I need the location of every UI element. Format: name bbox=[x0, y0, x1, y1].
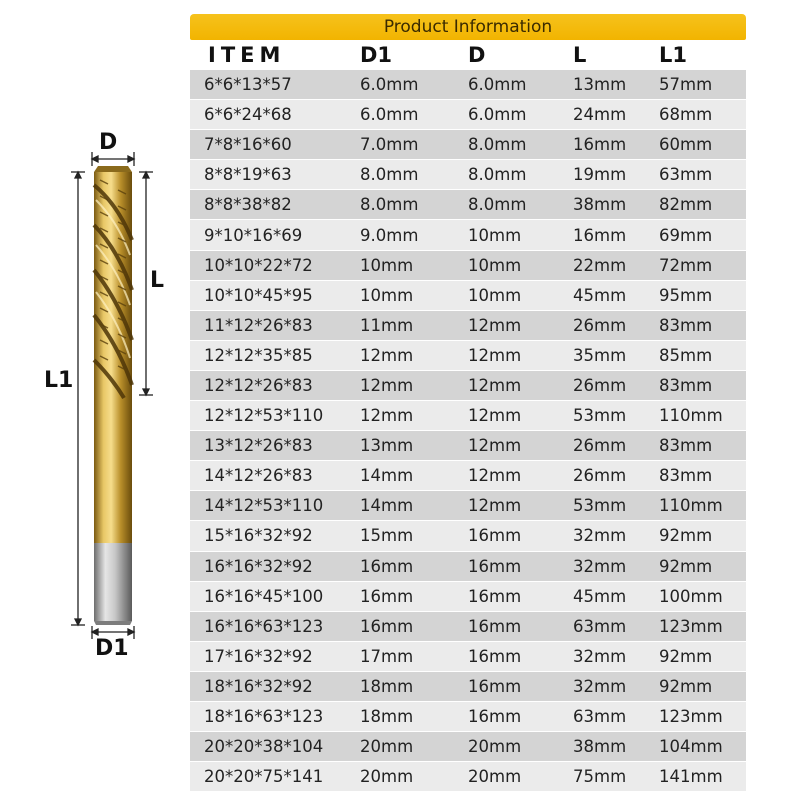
cell-item: 16*16*32*92 bbox=[204, 556, 313, 576]
cell-d: 16mm bbox=[468, 616, 522, 636]
cell-item: 6*6*13*57 bbox=[204, 75, 292, 95]
end-mill-illustration bbox=[0, 0, 190, 800]
cell-l: 32mm bbox=[573, 676, 627, 696]
cell-l: 75mm bbox=[573, 767, 627, 787]
cell-d1: 6.0mm bbox=[360, 75, 419, 95]
cell-l: 38mm bbox=[573, 737, 627, 757]
cell-d1: 14mm bbox=[360, 466, 414, 486]
cell-item: 15*16*32*92 bbox=[204, 526, 313, 546]
cell-l: 26mm bbox=[573, 436, 627, 456]
cell-l: 26mm bbox=[573, 466, 627, 486]
cell-d: 16mm bbox=[468, 586, 522, 606]
cell-item: 12*12*26*83 bbox=[204, 375, 313, 395]
cell-d1: 8.0mm bbox=[360, 165, 419, 185]
cell-l1: 83mm bbox=[659, 436, 713, 456]
cell-l1: 104mm bbox=[659, 737, 723, 757]
cell-d: 12mm bbox=[468, 375, 522, 395]
cell-item: 12*12*53*110 bbox=[204, 406, 324, 426]
cell-item: 10*10*45*95 bbox=[204, 285, 313, 305]
cell-d: 20mm bbox=[468, 737, 522, 757]
header-item: ITEM bbox=[208, 43, 286, 67]
cell-d1: 18mm bbox=[360, 707, 414, 727]
cell-l: 16mm bbox=[573, 135, 627, 155]
cell-l: 13mm bbox=[573, 75, 627, 95]
table-row bbox=[190, 130, 746, 160]
label-d1: D1 bbox=[95, 636, 129, 661]
cell-d1: 16mm bbox=[360, 586, 414, 606]
cell-d: 8.0mm bbox=[468, 135, 527, 155]
cell-d: 12mm bbox=[468, 315, 522, 335]
cell-l1: 123mm bbox=[659, 707, 723, 727]
table-row bbox=[190, 371, 746, 401]
table-row bbox=[190, 672, 746, 702]
cell-l1: 57mm bbox=[659, 75, 713, 95]
cell-l: 63mm bbox=[573, 616, 627, 636]
cell-l: 32mm bbox=[573, 556, 627, 576]
cell-d1: 10mm bbox=[360, 255, 414, 275]
cell-l: 45mm bbox=[573, 285, 627, 305]
cell-d1: 16mm bbox=[360, 556, 414, 576]
cell-item: 13*12*26*83 bbox=[204, 436, 313, 456]
cell-l1: 141mm bbox=[659, 767, 723, 787]
table-row bbox=[190, 251, 746, 281]
cell-d1: 12mm bbox=[360, 345, 414, 365]
cell-l: 22mm bbox=[573, 255, 627, 275]
table-row bbox=[190, 160, 746, 190]
cell-d1: 17mm bbox=[360, 646, 414, 666]
cell-d1: 18mm bbox=[360, 676, 414, 696]
header-l1: L1 bbox=[659, 43, 687, 67]
cell-d1: 11mm bbox=[360, 315, 414, 335]
header-d1: D1 bbox=[360, 43, 393, 67]
cell-d: 16mm bbox=[468, 556, 522, 576]
label-d: D bbox=[99, 130, 118, 155]
cell-d: 16mm bbox=[468, 646, 522, 666]
cell-l1: 110mm bbox=[659, 406, 723, 426]
cell-l1: 83mm bbox=[659, 466, 713, 486]
cell-l1: 110mm bbox=[659, 496, 723, 516]
table-title: Product Information bbox=[190, 14, 746, 40]
cell-d: 20mm bbox=[468, 767, 522, 787]
cell-l1: 92mm bbox=[659, 526, 713, 546]
cell-d1: 12mm bbox=[360, 375, 414, 395]
cell-d: 6.0mm bbox=[468, 75, 527, 95]
cell-d: 16mm bbox=[468, 676, 522, 696]
cell-l1: 100mm bbox=[659, 586, 723, 606]
cell-l1: 69mm bbox=[659, 225, 713, 245]
cell-d: 12mm bbox=[468, 345, 522, 365]
cell-d: 12mm bbox=[468, 436, 522, 456]
shank-gold bbox=[94, 395, 132, 543]
cell-item: 20*20*38*104 bbox=[204, 737, 324, 757]
cell-d1: 14mm bbox=[360, 496, 414, 516]
table-row bbox=[190, 732, 746, 762]
cell-item: 18*16*32*92 bbox=[204, 676, 313, 696]
label-l: L bbox=[150, 268, 165, 293]
cell-l: 38mm bbox=[573, 195, 627, 215]
cell-l1: 83mm bbox=[659, 375, 713, 395]
cell-l: 32mm bbox=[573, 646, 627, 666]
cell-item: 14*12*53*110 bbox=[204, 496, 324, 516]
cell-l: 63mm bbox=[573, 707, 627, 727]
cell-l1: 68mm bbox=[659, 105, 713, 125]
header-d: D bbox=[468, 43, 486, 67]
cell-d: 12mm bbox=[468, 406, 522, 426]
cell-l: 26mm bbox=[573, 315, 627, 335]
cell-d1: 10mm bbox=[360, 285, 414, 305]
table-row bbox=[190, 220, 746, 250]
cell-l1: 92mm bbox=[659, 646, 713, 666]
table-row bbox=[190, 100, 746, 130]
table-header-row bbox=[190, 40, 746, 70]
cell-l1: 92mm bbox=[659, 676, 713, 696]
cell-l1: 63mm bbox=[659, 165, 713, 185]
cell-item: 20*20*75*141 bbox=[204, 767, 324, 787]
cell-d1: 7.0mm bbox=[360, 135, 419, 155]
cell-d: 16mm bbox=[468, 526, 522, 546]
cell-item: 14*12*26*83 bbox=[204, 466, 313, 486]
shank-silver bbox=[94, 543, 132, 621]
cell-item: 17*16*32*92 bbox=[204, 646, 313, 666]
cell-l: 26mm bbox=[573, 375, 627, 395]
cell-d: 16mm bbox=[468, 707, 522, 727]
table-row bbox=[190, 311, 746, 341]
cell-item: 12*12*35*85 bbox=[204, 345, 313, 365]
label-l1: L1 bbox=[44, 368, 74, 393]
cell-d1: 15mm bbox=[360, 526, 414, 546]
cell-item: 7*8*16*60 bbox=[204, 135, 292, 155]
cell-d: 8.0mm bbox=[468, 165, 527, 185]
cell-item: 11*12*26*83 bbox=[204, 315, 313, 335]
cell-d1: 13mm bbox=[360, 436, 414, 456]
cell-l1: 82mm bbox=[659, 195, 713, 215]
cell-item: 8*8*19*63 bbox=[204, 165, 292, 185]
cell-l: 45mm bbox=[573, 586, 627, 606]
cell-d1: 16mm bbox=[360, 616, 414, 636]
table-row bbox=[190, 401, 746, 431]
cell-d1: 8.0mm bbox=[360, 195, 419, 215]
cell-l: 32mm bbox=[573, 526, 627, 546]
table-row bbox=[190, 281, 746, 311]
cell-l1: 85mm bbox=[659, 345, 713, 365]
header-l: L bbox=[573, 43, 587, 67]
cell-d1: 20mm bbox=[360, 737, 414, 757]
cell-d: 12mm bbox=[468, 496, 522, 516]
table-row bbox=[190, 642, 746, 672]
cell-l: 53mm bbox=[573, 406, 627, 426]
table-row bbox=[190, 521, 746, 551]
cell-l1: 60mm bbox=[659, 135, 713, 155]
end-mill-diagram bbox=[0, 0, 190, 800]
cell-item: 18*16*63*123 bbox=[204, 707, 324, 727]
table-row bbox=[190, 431, 746, 461]
cell-d: 6.0mm bbox=[468, 105, 527, 125]
cell-d1: 6.0mm bbox=[360, 105, 419, 125]
table-row bbox=[190, 582, 746, 612]
cell-d1: 20mm bbox=[360, 767, 414, 787]
cell-item: 16*16*45*100 bbox=[204, 586, 324, 606]
cell-item: 9*10*16*69 bbox=[204, 225, 303, 245]
cell-l1: 83mm bbox=[659, 315, 713, 335]
cell-l1: 95mm bbox=[659, 285, 713, 305]
table-row bbox=[190, 552, 746, 582]
cell-d: 10mm bbox=[468, 255, 522, 275]
cell-l1: 72mm bbox=[659, 255, 713, 275]
cell-d: 10mm bbox=[468, 225, 522, 245]
cell-d: 10mm bbox=[468, 285, 522, 305]
cell-d1: 9.0mm bbox=[360, 225, 419, 245]
cell-d: 12mm bbox=[468, 466, 522, 486]
table-row bbox=[190, 762, 746, 792]
cell-l: 53mm bbox=[573, 496, 627, 516]
cell-d: 8.0mm bbox=[468, 195, 527, 215]
cell-l1: 92mm bbox=[659, 556, 713, 576]
table-row bbox=[190, 461, 746, 491]
cell-item: 6*6*24*68 bbox=[204, 105, 292, 125]
table-body bbox=[190, 70, 746, 792]
cell-l: 24mm bbox=[573, 105, 627, 125]
table-row bbox=[190, 491, 746, 521]
table-row bbox=[190, 612, 746, 642]
cell-l: 35mm bbox=[573, 345, 627, 365]
cell-d1: 12mm bbox=[360, 406, 414, 426]
cell-l1: 123mm bbox=[659, 616, 723, 636]
cell-item: 8*8*38*82 bbox=[204, 195, 292, 215]
product-information-table bbox=[190, 14, 746, 792]
table-row bbox=[190, 190, 746, 220]
table-row bbox=[190, 702, 746, 732]
l1-dimension-marker bbox=[71, 172, 85, 625]
cell-item: 10*10*22*72 bbox=[204, 255, 313, 275]
cell-l: 19mm bbox=[573, 165, 627, 185]
table-row bbox=[190, 341, 746, 371]
cell-l: 16mm bbox=[573, 225, 627, 245]
table-row bbox=[190, 70, 746, 100]
cell-item: 16*16*63*123 bbox=[204, 616, 324, 636]
